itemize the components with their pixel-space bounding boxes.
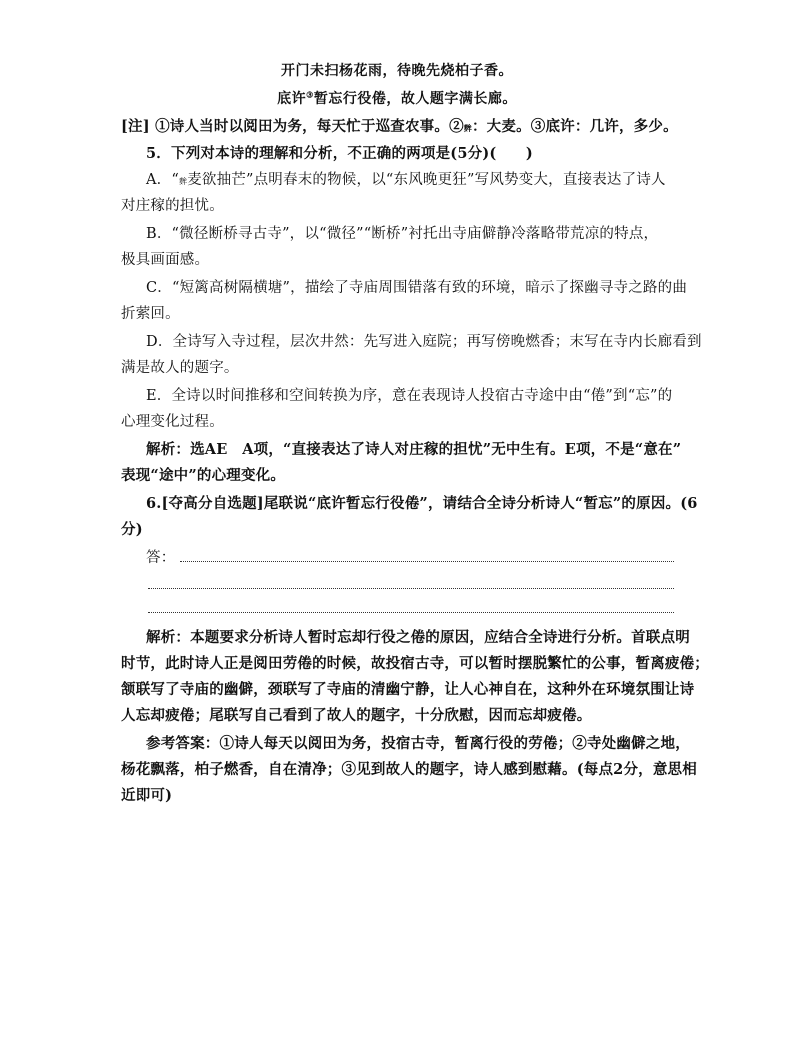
q5-option-c-line2: 折萦回。 — [121, 306, 180, 322]
poem-line-2-pre: 底许 — [277, 91, 307, 107]
q5-option-e-line1: E．全诗以时间推移和空间转换为序，意在表现诗人投宿古寺途中由“倦”到“忘”的 — [146, 388, 673, 404]
q6-analysis-line1: 解析：本题要求分析诗人暂时忘却行役之倦的原因，应结合全诗进行分析。首联点明 — [146, 629, 690, 646]
q6-stem-line2: 分) — [121, 521, 143, 538]
q5-analysis-line1: 解析：选AE A项，“直接表达了诗人对庄稼的担忧”无中生有。E项，不是“意在” — [146, 441, 682, 458]
q6-analysis-line4: 人忘却疲倦；尾联写自己看到了故人的题字，十分欣慰，因而忘却疲倦。 — [121, 707, 592, 724]
q5-analysis-line2: 表现“途中”的心理变化。 — [121, 467, 286, 484]
q5-option-a-line1 — [146, 168, 666, 189]
q5-a-text: 麦欲抽芒”点明春末的物候，以“东风晚更狂”写风势变大，直接表达了诗人 — [187, 172, 666, 188]
q5-option-b-line2: 极具画面感。 — [121, 252, 210, 268]
notes-text-post: ：大麦。③底许：几许，多少。 — [471, 118, 678, 135]
notes-text-pre: ①诗人当时以阅田为务，每天忙于巡查农事。② — [155, 118, 464, 135]
poem-line-1: 开门未扫杨花雨，待晚先烧柏子香。 — [281, 63, 513, 79]
q6-reference-line2: 杨花飘落，柏子燃香，自在清净；③见到故人的题字，诗人感到慰藉。(每点2分，意思相 — [121, 761, 697, 778]
q6-answer-label: 答： — [146, 550, 176, 566]
q6-stem-line1: 6.[夺高分自选题]尾联说“底许暂忘行役倦”，请结合全诗分析诗人“暂忘”的原因。(6 — [146, 495, 698, 512]
q5-option-a-line2: 对庄稼的担忧。 — [121, 198, 224, 214]
poem-line-2 — [0, 88, 794, 108]
notes-line — [121, 115, 678, 136]
q5-option-b-line1: B．“微径断桥寻古寺”，以“微径”“断桥”衬托出寺庙僻静冷落略带荒凉的特点， — [146, 226, 659, 242]
q6-reference-line1: 参考答案：①诗人每天以阅田为务，投宿古寺，暂离行役的劳倦；②寺处幽僻之地， — [146, 735, 690, 752]
footnote-mark: ③ — [306, 89, 314, 100]
answer-line-3[interactable] — [148, 612, 674, 613]
q5-stem: 5．下列对本诗的理解和分析，不正确的两项是(5分)( ) — [146, 145, 533, 162]
q6-analysis-line2: 时节，此时诗人正是阅田劳倦的时候，故投宿古寺，可以暂时摆脱繁忙的公事，暂离疲倦； — [121, 655, 709, 672]
q5-option-d-line1: D．全诗写入寺过程，层次井然：先写进入庭院；再写傍晚燃香；末写在寺内长廊看到 — [146, 334, 702, 350]
q6-reference-line3: 近即可) — [121, 787, 173, 804]
q6-analysis-line3: 颔联写了寺庙的幽僻，颈联写了寺庙的清幽宁静，让人心神自在，这种外在环境氛围让诗 — [121, 681, 695, 698]
poem-line-2-post: 暂忘行役倦，故人题字满长廊。 — [313, 91, 517, 107]
q5-a-rare-char: 麰 — [178, 177, 188, 186]
q5-option-c-line1: C．“短篱高树隔横塘”，描绘了寺庙周围错落有致的环境，暗示了探幽寻寺之路的曲 — [146, 280, 688, 296]
answer-line-1[interactable] — [180, 561, 674, 562]
q5-option-d-line2: 满是故人的题字。 — [121, 360, 239, 376]
notes-rare-char: 麰 — [463, 123, 472, 133]
notes-label: [注] — [121, 118, 150, 135]
q5-option-e-line2: 心理变化过程。 — [121, 414, 224, 430]
answer-line-2[interactable] — [148, 588, 674, 589]
q5-a-pre: A．“ — [146, 172, 179, 188]
